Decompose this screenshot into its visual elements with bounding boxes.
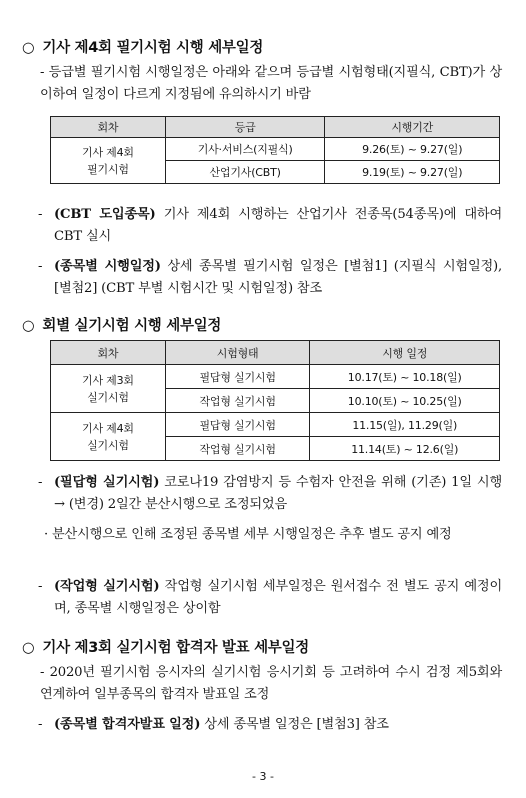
practical-exam-table [50, 340, 500, 461]
table-cell: 11.14(토) ~ 12.6(일) [310, 437, 500, 461]
table-header: 시행기간 [325, 117, 500, 138]
section2-heading-text: 회별 실기시험 시행 세부일정 [42, 318, 222, 334]
page-number: - 3 - [252, 770, 274, 783]
table-cell-round: 기사 제4회 실기시험 [51, 413, 166, 461]
section2-bullet1: - (필답형 실기시험) 코로나19 감염방지 등 수험자 안전을 위해 (기존) 1일 시행 → (변경) 2일간 분산시행으로 조정되었음 [38, 475, 502, 512]
table-cell: 11.15(일), 11.29(일) [310, 413, 500, 437]
table-cell-round: 기사 제3회 실기시험 [51, 365, 166, 413]
section2-sub1: · 분산시행으로 인해 조정된 종목별 세부 시행일정은 추후 별도 공지 예정 [44, 527, 452, 542]
table-header: 회차 [51, 117, 166, 138]
circle-bullet-icon: ○ [22, 640, 35, 656]
written-exam-table [50, 116, 500, 184]
section3-heading [22, 636, 309, 657]
table-cell: 필답형 실기시험 [165, 413, 310, 437]
table-cell: 필답형 실기시험 [165, 365, 310, 389]
table-header: 등급 [165, 117, 325, 138]
section1-bullet1: - 등급별 필기시험 시행일정은 아래와 같으며 등급별 시험형태(지필식, CBT)가 상이하여 일정이 다르게 지정됨에 유의하시기 바람 [40, 65, 502, 102]
section3-bullet1: - 2020년 필기시험 응시자의 실기시험 응시기회 등 고려하여 수시 검정 제5회와 연계하여 일부종목의 합격자 발표일 조정 [40, 665, 502, 702]
section3-heading-text: 기사 제3회 실기시험 합격자 발표 세부일정 [42, 640, 309, 656]
section3-bullet2: - (종목별 합격자발표 일정) 상세 종목별 일정은 [별첨3] 참조 [38, 717, 389, 732]
table-cell-round: 기사 제4회 필기시험 [51, 138, 166, 184]
section1-heading [22, 36, 263, 57]
section2-heading [22, 314, 221, 335]
circle-bullet-icon: ○ [22, 40, 35, 56]
table-header: 시험형태 [165, 341, 310, 365]
table-cell: 작업형 실기시험 [165, 437, 310, 461]
section2-bullet2: - (작업형 실기시험) 작업형 실기시험 세부일정은 원서접수 전 별도 공지 예정이며, 종목별 시행일정은 상이함 [38, 579, 502, 616]
section1-bullet3: - (종목별 시행일정) 상세 종목별 필기시험 일정은 [별첨1] (지필식 시험일정), [별첨2] (CBT 부별 시험시간 및 시험일정) 참조 [38, 259, 502, 296]
section1-bullet2: - (CBT 도입종목) 기사 제4회 시행하는 산업기사 전종목(54종목)에 대하여 CBT 실시 [38, 207, 502, 244]
table-cell: 9.19(토) ~ 9.27(일) [325, 161, 500, 184]
table-cell: 10.10(토) ~ 10.25(일) [310, 389, 500, 413]
section1-heading-text: 기사 제4회 필기시험 시행 세부일정 [42, 40, 264, 56]
table-cell: 산업기사(CBT) [165, 161, 325, 184]
table-cell: 기사·서비스(지필식) [165, 138, 325, 161]
table-header: 시행 일정 [310, 341, 500, 365]
table-cell: 작업형 실기시험 [165, 389, 310, 413]
circle-bullet-icon: ○ [22, 318, 35, 334]
table-cell: 10.17(토) ~ 10.18(일) [310, 365, 500, 389]
table-header: 회차 [51, 341, 166, 365]
table-cell: 9.26(토) ~ 9.27(일) [325, 138, 500, 161]
